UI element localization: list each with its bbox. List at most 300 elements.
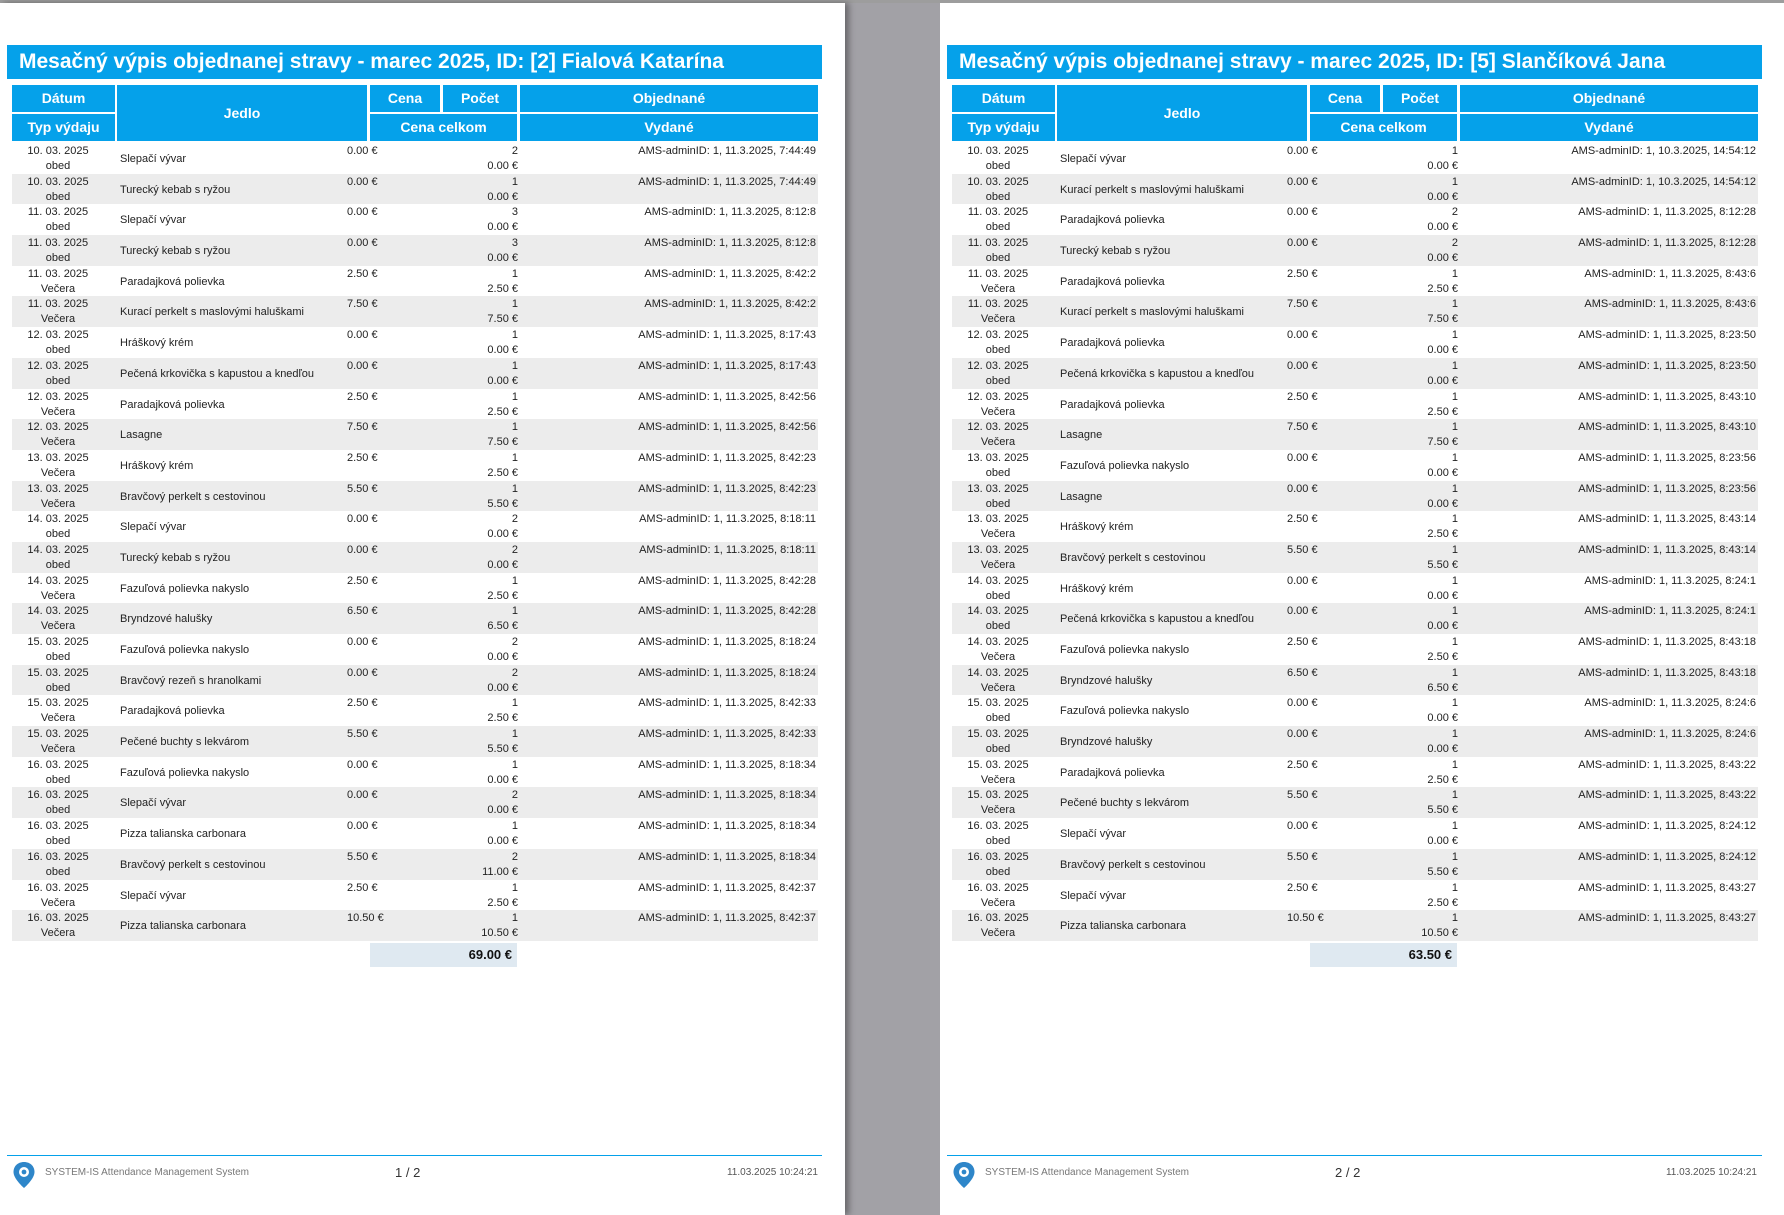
row-total: 2.50 € (487, 712, 518, 725)
row-ordered: AMS-adminID: 1, 11.3.2025, 8:24:12 (1578, 850, 1756, 863)
row-price: 6.50 € (1287, 666, 1318, 679)
row-date: 12. 03. 2025 (967, 421, 1029, 434)
table-row (952, 389, 1758, 420)
row-meal-type: obed (45, 344, 71, 357)
table-row (12, 726, 818, 757)
row-date: 14. 03. 2025 (27, 574, 89, 587)
row-food: Kurací perkelt s maslovými haluškami (120, 306, 305, 319)
row-food: Slepačí vývar (120, 797, 187, 810)
table-row (12, 665, 818, 696)
row-total: 2.50 € (1427, 651, 1458, 663)
row-meal-type: obed (985, 160, 1011, 172)
row-meal-type: Večera (980, 927, 1016, 940)
row-date: 14. 03. 2025 (967, 636, 1029, 648)
row-price: 0.00 € (1287, 237, 1318, 250)
row-meal-type: obed (45, 804, 71, 817)
table-row (12, 787, 818, 818)
row-date: 13. 03. 2025 (967, 451, 1029, 464)
row-meal-type: Večera (40, 313, 76, 326)
row-ordered: AMS-adminID: 1, 11.3.2025, 8:12:28 (1578, 206, 1756, 219)
row-count: 2 (1451, 206, 1458, 219)
table-row (952, 634, 1758, 665)
row-food: Paradajková polievka (1060, 398, 1165, 411)
row-ordered: AMS-adminID: 1, 10.3.2025, 14:54:12 (1571, 175, 1756, 188)
table-row (952, 695, 1758, 726)
row-food: Fazuľová polievka nakyslo (1060, 644, 1190, 656)
row-ordered: AMS-adminID: 1, 11.3.2025, 8:42:28 (638, 574, 816, 587)
row-total: 0.00 € (487, 374, 518, 387)
row-total: 0.00 € (487, 221, 518, 234)
table-row (12, 849, 818, 880)
table-row (12, 450, 818, 481)
row-ordered: AMS-adminID: 1, 11.3.2025, 8:18:24 (638, 636, 816, 648)
row-price: 0.00 € (1287, 605, 1318, 618)
row-total: 6.50 € (487, 620, 518, 633)
row-price: 5.50 € (1287, 850, 1318, 863)
row-food: Bravčový perkelt s cestovinou (1060, 551, 1206, 564)
row-total: 7.50 € (487, 313, 518, 326)
row-ordered: AMS-adminID: 1, 11.3.2025, 8:43:27 (1578, 912, 1756, 925)
row-date: 12. 03. 2025 (27, 421, 89, 434)
row-price: 7.50 € (1287, 298, 1318, 311)
row-meal-type: Večera (980, 804, 1016, 817)
row-price: 0.00 € (347, 543, 378, 556)
row-food: Paradajková polievka (1060, 337, 1165, 350)
row-ordered: AMS-adminID: 1, 11.3.2025, 8:42:23 (638, 482, 816, 495)
table-row (12, 573, 818, 604)
row-count: 1 (511, 175, 518, 188)
row-food: Pečené buchty s lekvárom (1060, 797, 1190, 810)
header-ordered: Objednané (1460, 85, 1758, 112)
row-count: 1 (1451, 359, 1458, 372)
row-date: 14. 03. 2025 (967, 574, 1029, 587)
row-price: 2.50 € (1287, 881, 1318, 894)
table-row (952, 818, 1758, 849)
row-meal-type: Večera (980, 405, 1016, 418)
row-count: 1 (511, 390, 518, 403)
row-count: 1 (1451, 451, 1458, 464)
header-ordered: Objednané (520, 85, 818, 112)
row-price: 2.50 € (347, 574, 378, 587)
row-date: 15. 03. 2025 (967, 758, 1029, 771)
table-row (12, 296, 818, 327)
row-date: 15. 03. 2025 (27, 697, 89, 710)
row-food: Bravčový perkelt s cestovinou (1060, 858, 1206, 871)
header-date: Dátum (12, 85, 115, 112)
row-count: 1 (1451, 513, 1458, 526)
row-ordered: AMS-adminID: 1, 11.3.2025, 8:18:11 (639, 543, 816, 556)
row-ordered: AMS-adminID: 1, 11.3.2025, 8:42:33 (638, 697, 816, 710)
row-ordered: AMS-adminID: 1, 11.3.2025, 8:42:37 (638, 881, 816, 894)
header-food: Jedlo (117, 85, 367, 141)
location-pin-icon (952, 1161, 976, 1189)
row-price: 0.00 € (1287, 206, 1318, 219)
row-food: Slepačí vývar (1060, 153, 1127, 165)
row-food: Hráškový krém (120, 459, 194, 472)
row-meal-type: obed (45, 558, 71, 571)
table-row (12, 327, 818, 358)
row-price: 0.00 € (347, 789, 378, 802)
row-date: 10. 03. 2025 (967, 175, 1029, 188)
table-row (952, 603, 1758, 634)
report-title: Mesačný výpis objednanej stravy - marec 2025, ID: [5] Slančíková Jana (947, 45, 1762, 79)
row-ordered: AMS-adminID: 1, 11.3.2025, 8:18:34 (638, 758, 816, 771)
row-date: 15. 03. 2025 (27, 636, 89, 648)
row-ordered: AMS-adminID: 1, 11.3.2025, 8:17:43 (638, 329, 816, 342)
row-price: 2.50 € (347, 267, 378, 280)
row-date: 12. 03. 2025 (27, 329, 89, 342)
table-row (952, 542, 1758, 573)
table-row (12, 603, 818, 634)
row-date: 14. 03. 2025 (967, 666, 1029, 679)
row-ordered: AMS-adminID: 1, 11.3.2025, 8:23:56 (1578, 482, 1756, 495)
row-ordered: AMS-adminID: 1, 11.3.2025, 8:42:33 (638, 728, 816, 741)
row-price: 0.00 € (347, 175, 378, 188)
row-food: Kurací perkelt s maslovými haluškami (1060, 183, 1245, 196)
row-count: 1 (1451, 605, 1458, 618)
row-meal-type: obed (985, 466, 1011, 479)
row-food: Bryndzové halušky (1060, 674, 1153, 687)
row-price: 10.50 € (347, 912, 384, 925)
row-food: Fazuľová polievka nakyslo (120, 644, 250, 656)
row-price: 2.50 € (1287, 758, 1318, 771)
row-count: 2 (511, 850, 518, 863)
table-row (952, 235, 1758, 266)
row-count: 3 (511, 206, 518, 219)
row-food: Pizza talianska carbonara (120, 828, 246, 841)
row-price: 0.00 € (347, 145, 378, 157)
row-total: 2.50 € (1427, 528, 1458, 541)
row-meal-type: obed (985, 252, 1011, 265)
row-count: 1 (1451, 175, 1458, 188)
row-ordered: AMS-adminID: 1, 11.3.2025, 8:42:56 (638, 390, 816, 403)
row-count: 1 (511, 758, 518, 771)
row-ordered: AMS-adminID: 1, 11.3.2025, 8:43:10 (1578, 421, 1756, 434)
row-count: 1 (511, 605, 518, 618)
row-total: 11.00 € (482, 865, 518, 878)
row-food: Bryndzové halušky (120, 613, 213, 626)
row-price: 0.00 € (1287, 697, 1318, 710)
row-total: 0.00 € (1427, 190, 1458, 203)
row-total: 7.50 € (1427, 313, 1458, 326)
row-food: Slepačí vývar (120, 521, 187, 534)
row-food: Pečená krkovička s kapustou a knedľou (1060, 613, 1254, 626)
row-date: 11. 03. 2025 (967, 267, 1029, 280)
table-row (952, 204, 1758, 235)
report-title: Mesačný výpis objednanej stravy - marec 2025, ID: [2] Fialová Katarína (7, 45, 822, 79)
row-total: 2.50 € (1427, 405, 1458, 418)
row-total: 0.00 € (1427, 466, 1458, 479)
row-price: 5.50 € (347, 850, 378, 863)
row-food: Paradajková polievka (1060, 214, 1165, 227)
table-row (12, 818, 818, 849)
row-total: 2.50 € (487, 405, 518, 418)
row-date: 10. 03. 2025 (967, 145, 1029, 157)
row-meal-type: obed (45, 190, 71, 203)
table-row (952, 174, 1758, 205)
row-price: 2.50 € (347, 451, 378, 464)
row-date: 15. 03. 2025 (27, 666, 89, 679)
row-ordered: AMS-adminID: 1, 11.3.2025, 8:43:6 (1584, 267, 1756, 280)
row-price: 2.50 € (1287, 390, 1318, 403)
row-total: 0.00 € (1427, 497, 1458, 510)
order-rows (12, 143, 818, 941)
row-ordered: AMS-adminID: 1, 11.3.2025, 8:18:34 (638, 850, 816, 863)
row-price: 0.00 € (1287, 482, 1318, 495)
row-meal-type: obed (985, 374, 1011, 387)
row-ordered: AMS-adminID: 1, 11.3.2025, 8:43:10 (1578, 390, 1756, 403)
row-meal-type: obed (985, 497, 1011, 510)
row-ordered: AMS-adminID: 1, 11.3.2025, 8:24:6 (1584, 728, 1756, 741)
row-food: Fazuľová polievka nakyslo (120, 766, 250, 779)
row-price: 2.50 € (1287, 513, 1318, 526)
row-food: Bravčový perkelt s cestovinou (120, 858, 266, 871)
row-count: 1 (511, 329, 518, 342)
row-meal-type: Večera (980, 436, 1016, 449)
row-count: 1 (511, 881, 518, 894)
row-count: 1 (1451, 329, 1458, 342)
row-food: Fazuľová polievka nakyslo (1060, 705, 1190, 718)
row-total: 5.50 € (1427, 804, 1458, 817)
row-date: 16. 03. 2025 (27, 758, 89, 771)
footer-page-number: 2 / 2 (1335, 1165, 1361, 1180)
row-count: 1 (1451, 728, 1458, 741)
row-total: 10.50 € (1421, 927, 1458, 940)
row-total: 0.00 € (487, 558, 518, 571)
table-row (952, 573, 1758, 604)
row-price: 0.00 € (347, 206, 378, 219)
row-date: 13. 03. 2025 (967, 513, 1029, 526)
row-food: Hráškový krém (1060, 521, 1134, 534)
row-meal-type: obed (45, 528, 71, 541)
table-row (952, 511, 1758, 542)
row-count: 1 (1451, 789, 1458, 802)
report-page (940, 3, 1784, 1215)
row-ordered: AMS-adminID: 1, 11.3.2025, 8:23:50 (1578, 329, 1756, 342)
row-ordered: AMS-adminID: 1, 11.3.2025, 8:42:2 (644, 267, 816, 280)
row-meal-type: Večera (40, 282, 76, 295)
row-food: Turecký kebab s ryžou (1060, 245, 1171, 258)
row-count: 1 (1451, 482, 1458, 495)
row-price: 2.50 € (347, 881, 378, 894)
footer-divider (7, 1155, 822, 1156)
header-count: Počet (1383, 85, 1457, 112)
row-count: 1 (1451, 298, 1458, 311)
row-meal-type: obed (45, 221, 71, 234)
table-row (952, 143, 1758, 174)
row-count: 1 (1451, 636, 1458, 648)
row-price: 6.50 € (347, 605, 378, 618)
row-food: Lasagne (120, 429, 163, 442)
row-price: 2.50 € (347, 390, 378, 403)
row-price: 0.00 € (347, 329, 378, 342)
row-meal-type: Večera (40, 896, 76, 909)
row-date: 13. 03. 2025 (967, 482, 1029, 495)
row-total: 6.50 € (1427, 681, 1458, 694)
row-food: Slepačí vývar (120, 153, 187, 165)
footer-system-name: SYSTEM-IS Attendance Management System (985, 1167, 1189, 1178)
row-price: 0.00 € (347, 820, 378, 833)
row-ordered: AMS-adminID: 1, 11.3.2025, 8:12:8 (644, 237, 816, 250)
row-count: 1 (511, 482, 518, 495)
row-ordered: AMS-adminID: 1, 11.3.2025, 8:42:2 (644, 298, 816, 311)
row-meal-type: Večera (40, 620, 76, 633)
row-price: 0.00 € (347, 666, 378, 679)
row-meal-type: obed (985, 190, 1011, 203)
row-price: 5.50 € (1287, 543, 1318, 556)
row-date: 16. 03. 2025 (27, 912, 89, 925)
row-meal-type: Večera (40, 497, 76, 510)
row-total: 5.50 € (1427, 558, 1458, 571)
order-rows (952, 143, 1758, 941)
row-price: 10.50 € (1287, 912, 1324, 925)
row-count: 1 (511, 912, 518, 925)
row-food: Lasagne (1060, 429, 1103, 442)
row-price: 0.00 € (347, 636, 378, 648)
table-row (12, 695, 818, 726)
row-food: Bravčový perkelt s cestovinou (120, 490, 266, 503)
header-type: Typ výdaju (12, 114, 115, 141)
row-count: 3 (511, 237, 518, 250)
row-meal-type: obed (45, 651, 71, 663)
table-row (952, 358, 1758, 389)
row-price: 0.00 € (1287, 329, 1318, 342)
row-ordered: AMS-adminID: 1, 11.3.2025, 8:42:56 (638, 421, 816, 434)
table-row (952, 880, 1758, 911)
row-meal-type: Večera (980, 896, 1016, 909)
row-count: 1 (511, 421, 518, 434)
row-date: 16. 03. 2025 (27, 850, 89, 863)
table-row (952, 327, 1758, 358)
row-count: 1 (1451, 574, 1458, 587)
row-count: 1 (1451, 697, 1458, 710)
row-price: 0.00 € (1287, 359, 1318, 372)
table-row (952, 296, 1758, 327)
table-row (12, 757, 818, 788)
row-meal-type: Večera (40, 927, 76, 940)
row-meal-type: obed (45, 865, 71, 878)
row-ordered: AMS-adminID: 1, 11.3.2025, 8:43:27 (1578, 881, 1756, 894)
location-pin-icon (12, 1161, 36, 1189)
row-food: Bravčový rezeň s hranolkami (120, 674, 262, 687)
table-row (12, 419, 818, 450)
row-ordered: AMS-adminID: 1, 11.3.2025, 8:43:14 (1578, 513, 1756, 526)
header-issued: Vydané (1460, 114, 1758, 141)
row-meal-type: Večera (980, 651, 1016, 663)
row-meal-type: obed (985, 712, 1011, 725)
row-meal-type: obed (985, 620, 1011, 633)
row-date: 12. 03. 2025 (967, 390, 1029, 403)
row-food: Slepačí vývar (1060, 889, 1127, 902)
row-date: 12. 03. 2025 (967, 359, 1029, 372)
footer-page-number: 1 / 2 (395, 1165, 421, 1180)
row-meal-type: obed (45, 681, 71, 694)
row-food: Pizza talianska carbonara (1060, 920, 1186, 933)
table-row (952, 726, 1758, 757)
row-ordered: AMS-adminID: 1, 11.3.2025, 8:12:8 (644, 206, 816, 219)
row-total: 2.50 € (487, 589, 518, 602)
row-food: Paradajková polievka (120, 398, 225, 411)
table-row (12, 880, 818, 911)
sum-total: 69.00 € (370, 943, 517, 967)
table-row (12, 634, 818, 665)
row-meal-type: Večera (40, 436, 76, 449)
row-date: 16. 03. 2025 (27, 881, 89, 894)
row-count: 1 (1451, 145, 1458, 157)
row-ordered: AMS-adminID: 1, 10.3.2025, 14:54:12 (1571, 145, 1756, 157)
row-date: 16. 03. 2025 (27, 820, 89, 833)
row-count: 1 (1451, 881, 1458, 894)
row-count: 1 (1451, 820, 1458, 833)
row-count: 1 (1451, 758, 1458, 771)
row-ordered: AMS-adminID: 1, 11.3.2025, 8:17:43 (638, 359, 816, 372)
row-total: 2.50 € (487, 282, 518, 295)
row-ordered: AMS-adminID: 1, 11.3.2025, 8:23:50 (1578, 359, 1756, 372)
row-date: 10. 03. 2025 (27, 175, 89, 188)
row-total: 0.00 € (487, 773, 518, 786)
row-total: 0.00 € (487, 651, 518, 663)
row-count: 1 (1451, 850, 1458, 863)
row-meal-type: obed (985, 344, 1011, 357)
row-meal-type: obed (45, 160, 71, 172)
row-ordered: AMS-adminID: 1, 11.3.2025, 8:43:6 (1584, 298, 1756, 311)
row-total: 2.50 € (487, 466, 518, 479)
header-food: Jedlo (1057, 85, 1307, 141)
row-date: 16. 03. 2025 (967, 850, 1029, 863)
row-price: 0.00 € (1287, 145, 1318, 157)
row-food: Slepačí vývar (1060, 828, 1127, 841)
row-price: 0.00 € (347, 237, 378, 250)
row-total: 2.50 € (1427, 896, 1458, 909)
row-ordered: AMS-adminID: 1, 11.3.2025, 8:42:23 (638, 451, 816, 464)
row-date: 16. 03. 2025 (967, 881, 1029, 894)
row-meal-type: Večera (980, 558, 1016, 571)
row-date: 11. 03. 2025 (27, 267, 89, 280)
row-date: 11. 03. 2025 (967, 298, 1029, 311)
row-meal-type: Večera (40, 712, 76, 725)
row-date: 14. 03. 2025 (27, 513, 89, 526)
row-count: 2 (511, 513, 518, 526)
row-meal-type: obed (45, 835, 71, 848)
row-meal-type: obed (985, 589, 1011, 602)
table-row (952, 787, 1758, 818)
table-row (12, 511, 818, 542)
row-price: 0.00 € (1287, 451, 1318, 464)
row-food: Pečená krkovička s kapustou a knedľou (120, 367, 314, 380)
row-food: Bryndzové halušky (1060, 736, 1153, 749)
table-row (952, 266, 1758, 297)
row-food: Hráškový krém (1060, 582, 1134, 595)
report-page (0, 3, 845, 1215)
row-meal-type: obed (985, 865, 1011, 878)
row-ordered: AMS-adminID: 1, 11.3.2025, 7:44:49 (638, 145, 816, 157)
row-ordered: AMS-adminID: 1, 11.3.2025, 8:43:22 (1578, 789, 1756, 802)
row-total: 0.00 € (1427, 835, 1458, 848)
row-price: 0.00 € (1287, 175, 1318, 188)
row-date: 12. 03. 2025 (27, 359, 89, 372)
row-food: Pizza talianska carbonara (120, 920, 246, 933)
row-ordered: AMS-adminID: 1, 11.3.2025, 8:24:1 (1584, 574, 1756, 587)
table-row (12, 389, 818, 420)
sum-total: 63.50 € (1310, 943, 1457, 967)
header-total: Cena celkom (1310, 114, 1457, 141)
header-count: Počet (443, 85, 517, 112)
footer-divider (947, 1155, 1762, 1156)
row-meal-type: obed (985, 743, 1011, 756)
footer-print-date: 11.03.2025 10:24:21 (726, 1167, 818, 1178)
row-date: 16. 03. 2025 (967, 820, 1029, 833)
table-row (12, 358, 818, 389)
